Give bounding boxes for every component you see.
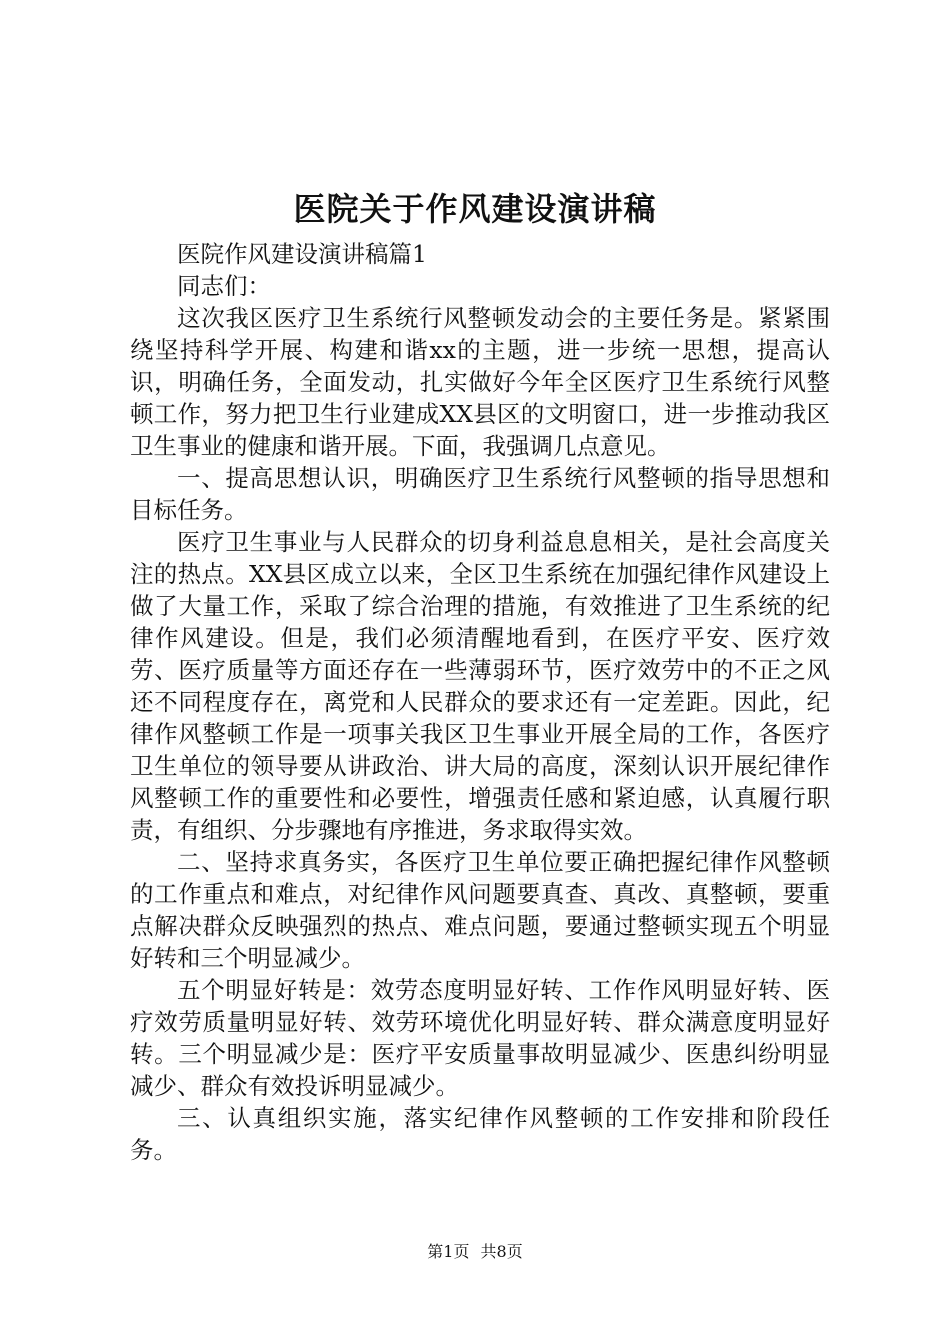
document-body xyxy=(130,238,830,1166)
paragraph-intro: 这次我区医疗卫生系统行风整顿发动会的主要任务是。紧紧围绕坚持科学开展、构建和谐xx的主题，进一步统一思想，提高认识，明确任务，全面发动，扎实做好今年全区医疗卫生系统行风整顿工作，努力把卫生行业建成XX县区的文明窗口，进一步推动我区卫生事业的健康和谐开展。下面，我强调几点意见。 xyxy=(130,304,830,460)
page-number-total: 共8页 xyxy=(480,1242,523,1261)
page-footer xyxy=(0,1240,950,1264)
document-title: 医院关于作风建设演讲稿 xyxy=(293,190,657,228)
paragraph-section-one-heading: 一、提高思想认识，明确医疗卫生系统行风整顿的指导思想和目标任务。 xyxy=(130,464,830,524)
paragraph-subtitle: 医院作风建设演讲稿篇1 xyxy=(177,240,427,268)
paragraph-salutation: 同志们： xyxy=(177,272,271,300)
paragraph-section-one-body: 医疗卫生事业与人民群众的切身利益息息相关，是社会高度关注的热点。XX县区成立以来，全区卫生系统在加强纪律作风建设上做了大量工作，采取了综合治理的措施，有效推进了卫生系统的纪律作风建设。但是，我们必须清醒地看到，在医疗平安、医疗效劳、医疗质量等方面还存在一些薄弱环节，医疗效劳中的不正之风还不同程度存在，离党和人民群众的要求还有一定差距。因此，纪律作风整顿工作是一项事关我区卫生事业开展全局的工作，各医疗卫生单位的领导要从讲政治、讲大局的高度，深刻认识开展纪律作风整顿工作的重要性和必要性，增强责任感和紧迫感，认真履行职责，有组织、分步骤地有序推进，务求取得实效。 xyxy=(130,528,830,844)
page-number-current: 第1页 xyxy=(427,1242,470,1261)
paragraph-section-two: 二、坚持求真务实，各医疗卫生单位要正确把握纪律作风整顿的工作重点和难点，对纪律作风问题要真查、真改、真整顿，要重点解决群众反映强烈的热点、难点问题，要通过整顿实现五个明显好转和三个明显减少。 xyxy=(130,848,830,972)
paragraph-improvements: 五个明显好转是：效劳态度明显好转、工作作风明显好转、医疗效劳质量明显好转、效劳环境优化明显好转、群众满意度明显好转。三个明显减少是：医疗平安质量事故明显减少、医患纠纷明显减少、群众有效投诉明显减少。 xyxy=(130,976,830,1100)
paragraph-section-three-heading: 三、认真组织实施，落实纪律作风整顿的工作安排和阶段任务。 xyxy=(130,1104,830,1164)
